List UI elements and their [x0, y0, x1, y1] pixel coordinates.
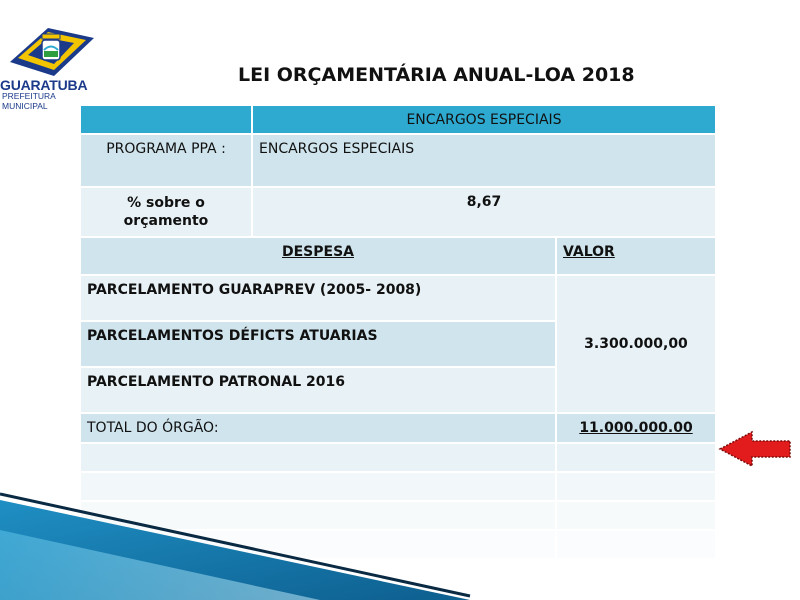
logo-name: GUARATUBA: [0, 77, 88, 93]
item-label: PARCELAMENTO GUARAPREV (2005- 2008): [80, 275, 556, 321]
programa-label: PROGRAMA PPA :: [80, 134, 252, 187]
table-row: [80, 275, 716, 321]
total-row: [80, 413, 716, 443]
item-label: PARCELAMENTO PATRONAL 2016: [80, 367, 556, 413]
page-title: LEI ORÇAMENTÁRIA ANUAL-LOA 2018: [238, 64, 635, 86]
table-header-row: [80, 105, 716, 134]
despesa-header-row: [80, 237, 716, 275]
programa-row: [80, 134, 716, 187]
percent-value: 8,67: [252, 187, 716, 237]
logo: [0, 28, 96, 111]
municipal-shield-icon: [8, 28, 94, 78]
item-label: PARCELAMENTOS DÉFICTS ATUARIAS: [80, 321, 556, 367]
red-left-arrow-icon: [718, 430, 792, 468]
corner-decoration: [0, 470, 800, 600]
percent-row: [80, 187, 716, 237]
percent-label: % sobre o orçamento: [80, 187, 252, 237]
logo-subtitle: PREFEITURA MUNICIPAL: [2, 91, 56, 111]
total-label: TOTAL DO ÓRGÃO:: [80, 413, 556, 443]
valor-header: VALOR: [563, 244, 615, 260]
programa-value: ENCARGOS ESPECIAIS: [252, 134, 716, 187]
despesa-header: DESPESA: [281, 244, 354, 260]
total-value: 11.000.000.00: [579, 420, 693, 436]
table-header-title: ENCARGOS ESPECIAIS: [252, 105, 716, 134]
items-value: 3.300.000,00: [556, 275, 716, 413]
empty-row: [80, 443, 716, 472]
header-empty-cell: [80, 105, 252, 134]
